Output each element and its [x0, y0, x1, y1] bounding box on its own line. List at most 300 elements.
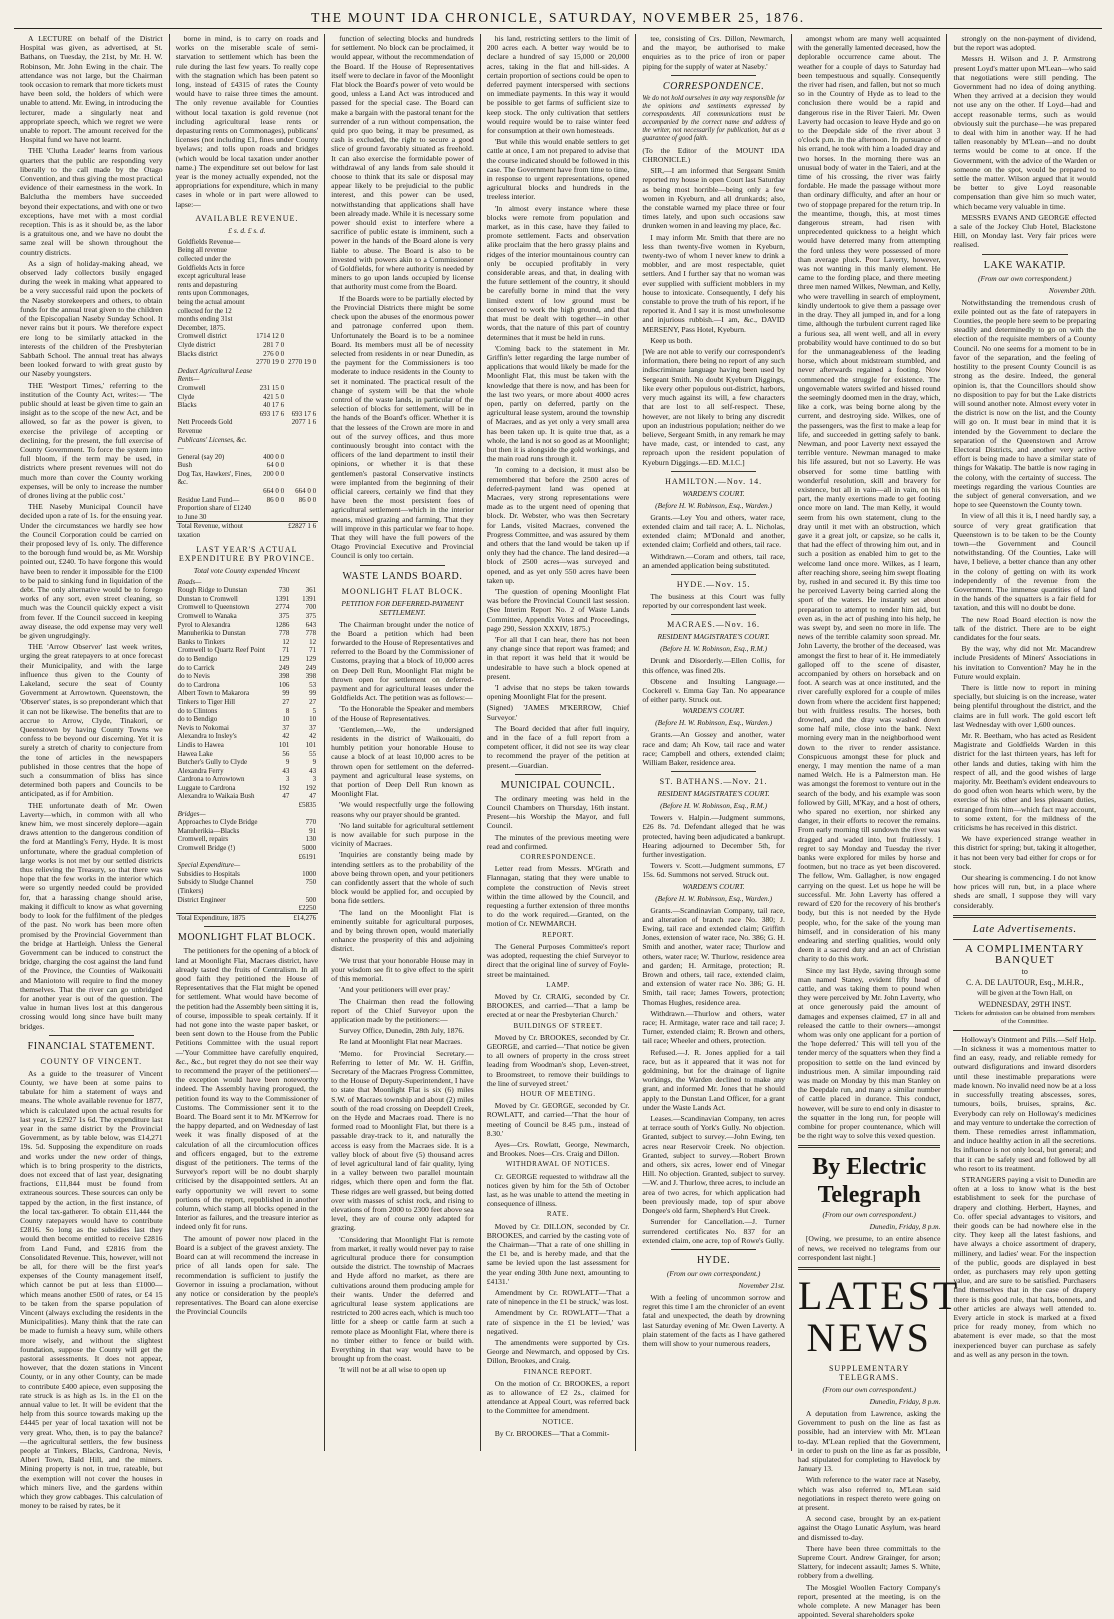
paragraph: 'In almost every instance where these blocks were remote from population and market, as in this case, have they failed to promote settlement. Facts and observation alike proclaim that the hero grassy plains and ridges of the interior mountainous country can only be occupied profitably in very considerable areas, and that, in dealing with the future settlement of the country, it should be carefully borne in mind that the very limited extent of low ground must be conserved to work the high ground, and that that must be dealt with together—in other words, that the nature of this part of country determines that it must be held in runs.	[486, 203, 630, 342]
table-row	[176, 646, 319, 655]
table-cell: Manuherikia to Dunstan	[177, 629, 246, 638]
paragraph: The Mosgiel Woollen Factory Company's report, presented at the meeting, is on the whole complete. A new Manager has been appointed. Several shareholders spoke	[797, 1582, 941, 1619]
divider	[671, 1249, 757, 1250]
table-cell	[286, 332, 318, 341]
table-cell: Alexandra to Insley's	[177, 732, 237, 741]
latest-news-date: Dunedin, Friday, 8 p.m.	[869, 1396, 941, 1406]
table-row	[176, 835, 319, 844]
table-row	[176, 698, 319, 707]
table-cell: 3	[285, 775, 290, 784]
banquet-place: will be given at the Town Hall, on	[977, 988, 1073, 997]
hyde-heading: HYDE.—Nov. 15.	[676, 579, 751, 589]
table-cell	[254, 522, 286, 540]
lake-wakatip-paragraphs	[953, 298, 1096, 910]
table-cell: 1286	[275, 620, 290, 629]
table-cell: Alexandra Ferry	[177, 766, 224, 775]
paragraph: Mr. R. Beetham, who has acted as Resident Magistrate and Goldfields Warden in this district for the last thirteen years, has left for other lands and duties, taking with him the respect of all, and the good wishes of large majority. Mr. Beetham's evident endeavours to do good often won hearts which were, by the exercise of his other and less pleasant duties, estranged from him—which fact may account, to some extent, for the mildness of the criticisms he has received in this district.	[953, 731, 1097, 833]
st-bathans-court: RESIDENT MAGISTRATE'S COURT.	[657, 789, 770, 799]
paragraph: As a sign of holiday-making ahead, we observed lady collectors busily engaged during the week in making what appeared to be a very successful raid upon the pockets of the Naseby storekeepers and others, to obtain funds for the annual treat given to the children of the Episcopalian Naseby Sunday School. It never rains but it pours. We therefore expect ere long to be similarly attacked in the interests of the children of the Presbyterian Sabbath School. The annual treat has always been looked forward to with great gusto by our Naseby youngsters.	[20, 258, 163, 379]
table-cell: Cromwell to Queenstown	[177, 603, 250, 612]
table-row	[176, 418, 319, 435]
table-cell: Rough Ridge to Dunstan	[177, 586, 247, 595]
table-cell: £6191	[298, 852, 317, 861]
waste-lands-paragraphs	[331, 620, 474, 1375]
table-row	[176, 767, 319, 776]
table-row	[176, 732, 319, 741]
table-cell: 375	[305, 612, 317, 621]
table-cell: Cardrona to Arrowtown	[177, 775, 245, 784]
table-row	[176, 784, 319, 793]
table-cell	[286, 350, 318, 359]
paragraph: Towers v. Scott.—Judgment summons, £7 15s. 6d. Summons not served. Struck out.	[642, 861, 785, 880]
table-cell: do to Carrick	[177, 663, 215, 672]
table-row	[176, 470, 319, 487]
column-2	[170, 34, 326, 1451]
table-cell: 398	[305, 672, 317, 681]
paragraph: Since my last Hyde, saving through some man named Staney, evident fifty head of cattle, and was taking them to pound when they were perceived by Mr. John Laverty, who at once generously paid the amount of damages and expenses claimed, £7 in all and released the cattle to their owners—amongst whom was only one applicant for a portion of the 'hope deferred.' This will tell you of the tender mercy of the squatters when they find a proposition to settle on the land evinced by industrious men. A similar impounding raid was made on Monday by this man Stanley on the Deepdale run, and many a similar number of cattle placed in durance. This conduct, however, will be sure to end only in disaster to the squatter in the long run, for people will combine for proper countenance, which will be the right way to solve this vexed question.	[797, 965, 941, 1141]
table-row	[176, 595, 319, 604]
table-cell: 91	[309, 826, 317, 835]
paragraph: The Board decided that after full inquiry, and in the face of a full report from a competent officer, it did not see its way clear to recommend the prayer of the petition at present.—Guardian.	[486, 723, 630, 770]
paragraph: Moved by Cr. DILLON, seconded by Cr. BROOKES, and carried by the casting vote of the Chairman—'That a rate of one shilling in the £1 be, and is hereby made, and that the same be levied upon the last assessment for the year ending 30th June next, amounting to £4131.'	[486, 1221, 630, 1286]
lake-wakatip-heading: LAKE WAKATIP.	[983, 259, 1066, 271]
columns-container	[14, 34, 1102, 1619]
paragraph: THE Naseby Municipal Council have decided upon a rate of 1s. for the ensuing year. Under the circumstances we hardly see how the Council Corporation could be carried on their proposed levy of 1s. only. The difference to the borough fund would be, as Mr. Worship pointed out, £240. To have forgone this would have been to render it impossible for the £100 to be paid to sinking fund in liquidation of the debt. The only alternative would be to forego works of any sort, even street cleaning, so much was the Council quickly expect a visit from fever. If the Council succeed in keeping away disease, the odd expense may very well be given ungrudgingly.	[20, 502, 163, 640]
table-cell: Deduct Agricultural Lease Rents—	[177, 366, 253, 384]
municipal-council-heading: MUNICIPAL COUNCIL.	[500, 779, 616, 791]
table-cell	[254, 238, 286, 333]
table-cell: 281 7 0	[263, 340, 285, 349]
table-cell: 27	[309, 697, 317, 706]
banquet-guest: C. A. DE LAUTOUR, Esq., M.H.R.,	[965, 977, 1084, 987]
table-cell: 778	[305, 629, 317, 638]
table-cell: 56	[282, 749, 290, 758]
paragraph: Cr. GEORGE requested to withdraw all the notices given by him for the 5th of October last, as he was unable to attend the meeting in consequence of illness.	[486, 1171, 630, 1209]
table-row	[176, 689, 319, 698]
paragraph: Withdrawn.—Coram and others, tail race, an amended application being substituted.	[642, 551, 785, 570]
hamilton-court: WARDEN'S COURT.	[682, 488, 745, 498]
table-row	[176, 487, 319, 496]
table-row	[176, 870, 319, 879]
table-cell	[286, 453, 318, 462]
paragraph: MESSRS EVANS AND GEORGE effected a sale of the Jockey Club Hotel, Blackstone Hill, on Monday last. Very fair prices were realised.	[953, 212, 1097, 250]
table-cell	[273, 878, 291, 895]
table-cell: 101	[305, 740, 317, 749]
table-cell: 37	[282, 723, 290, 732]
table-cell: 398	[278, 672, 290, 681]
table-cell: Clyde district	[177, 340, 216, 349]
paragraph: FINANCE REPORT.	[523, 1367, 593, 1376]
table-cell: £2250	[298, 904, 317, 913]
table-row	[176, 436, 319, 453]
table-cell: 71	[309, 646, 317, 655]
table-row	[176, 801, 319, 810]
table-cell: 43	[282, 766, 290, 775]
table-row	[176, 818, 319, 827]
table-cell: 64 0 0	[266, 461, 285, 470]
paragraph: Messrs H. Wilson and J. P. Armstrong present Loyd's matter upon M'Lean—who said that negotiations were still pending. The Government had no idea of doing anything. When they arrived at a decision they would not use any on the other. If Loyd—had and accept reasonable terms, such as would obviously suit the purchase—he was prepared to deal with him in another way. If he had tallen reasonably by M'Lean—and no doubt terms would be come to at once. If the Government, with the advice of the Warden or someone on the spot, would be prepared to settle the matter. Wilson argued that it would be better to give Loyd reasonable compensation than give him so much water, which became very valuable in time.	[953, 54, 1097, 211]
paragraph: BUILDINGS OF STREET.	[513, 1021, 603, 1030]
table-cell: 86 0 0	[298, 495, 317, 504]
table-cell: Butcher's Gully to Clyde	[177, 758, 248, 767]
table-row	[176, 410, 319, 419]
table-cell	[273, 904, 291, 913]
table-cell: 37	[309, 723, 317, 732]
table-row	[176, 358, 319, 367]
divider	[671, 614, 757, 615]
table-cell: Roads—	[177, 577, 202, 586]
correspondence-paragraphs	[642, 146, 785, 467]
table-cell: Blacks district	[177, 349, 218, 358]
table-row	[176, 496, 319, 522]
paragraph: The amendments were supported by Crs. George and Newmarch, and opposed by Crs. Dillon, Brookes, and Craig.	[486, 1338, 630, 1366]
table-cell	[286, 401, 318, 410]
table-cell: 71	[282, 646, 290, 655]
table-cell	[176, 410, 255, 419]
financial-statement-heading: FINANCIAL STATEMENT.	[27, 1040, 155, 1052]
table-cell	[286, 341, 318, 350]
table-cell	[273, 853, 291, 862]
table-cell: 10	[282, 715, 290, 724]
paragraph: Survey Office, Dunedin, 28th July, 1876.	[339, 1026, 465, 1036]
macraes-wardens-paragraphs	[642, 730, 785, 767]
table-cell: 1391	[275, 594, 290, 603]
table-cell: Special Expenditure—	[177, 861, 241, 870]
macraes-court-before: (Before H. W. Robinson, Esq., R.M.)	[660, 644, 768, 654]
table-cell: 400 0 0	[263, 452, 285, 461]
table-cell: Cromwell to Wanaka	[177, 612, 237, 621]
table-cell: 3	[312, 775, 317, 784]
expenditure-heading: LAST YEAR'S ACTUAL EXPENDITURE BY PROVINCE.	[178, 544, 315, 563]
table-cell: 231 15 0	[259, 383, 285, 392]
col4-paragraphs	[487, 34, 630, 770]
waste-lands-subheading-2: PETITION FOR DEFERRED-PAYMENT SETTLEMENT.	[341, 598, 464, 617]
paragraph: REPORT.	[542, 930, 574, 939]
moonlight-flat-heading: MOONLIGHT FLAT BLOCK.	[177, 932, 316, 944]
table-cell: Lindis to Hawea	[177, 740, 224, 749]
table-cell: Manuherikia—Blacks	[177, 826, 240, 835]
late-advertisements-heading: Late Advertisements.	[972, 922, 1077, 935]
supplementary-telegrams-heading: SUPPLEMENTARY TELEGRAMS.	[828, 1363, 910, 1382]
paragraph: Leases.—Scandinavian Company, ten acres at terrace south of York's Gully. No objection. Granted, subject to survey.—John Ewing, ten acres near Reservoir Creek. No objection. Granted, subject to survey.—Robert Brown and others, six acres, lower end of Vinegar Hill. No objection. Granted, subject to survey.—W. and J. Thurlow, three acres, to include an area of two acres, for which application had been previously made, top of spur above Dongee's old farm, Shepherd's Hut Creek.	[642, 1114, 785, 1216]
table-cell: 99	[309, 689, 317, 698]
table-row	[176, 844, 319, 853]
table-cell: £2827 1 6	[286, 522, 318, 540]
paragraph: WITHDRAWAL OF NOTICES.	[505, 1160, 611, 1169]
table-cell: 5	[312, 706, 317, 715]
paragraph: 'Inquiries are constantly being made by intending settlers as to the probability of the above being thrown open, and your petitioners can confidently assert that the whole of such block would be applied for, and occupied by bona fide settlers.	[331, 850, 474, 906]
table-cell: do to Bendigo	[177, 715, 218, 724]
table-cell	[286, 367, 318, 384]
st-bathans-wardens-court: WARDEN'S COURT.	[682, 881, 745, 891]
hyde-2-correspondent: (From our own correspondent.)	[666, 1268, 761, 1278]
table-row	[176, 904, 319, 913]
table-cell: 770	[305, 818, 317, 827]
table-cell: £5835	[298, 801, 317, 810]
table-cell: Alexandra to Waikaia Bush	[177, 792, 255, 801]
paragraph: The minutes of the previous meeting were read and confirmed.	[486, 832, 630, 851]
table-cell	[273, 861, 291, 870]
paragraph: With reference to the water race at Naseby, which was also referred to, M'Lean said negotiations in respect thereto were going on at present.	[797, 1475, 941, 1513]
st-bathans-wardens-before: (Before H. W. Robinson, Esq., Warden.)	[655, 893, 773, 903]
paragraph: The business at this Court was fully reported by our correspondent last week.	[642, 591, 785, 611]
paragraph: Amendment by Cr. ROWLATT—'That a rate of ninepence in the £1 be struck,' was lost.	[486, 1288, 630, 1307]
col5-paragraphs	[642, 34, 785, 71]
paragraph: THE unfortunate death of Mr. Owen Laverty—which, in common with all who knew him, we most sincerely deplore—again draws attention to the dangerous condition of the ford at Mantling's Ferry, Hyde. It is most unfortunate, where the gradual completion of large works is not met by our settled districts thus relieving the Treasury, so that there was hope that the few works in the interior which were so urgently needed could be provided for, that a harassing change should arise, making it difficult to know as what governing body to look for the fulfilment of the pledges of the past. No work has been more often promised by the Provincial Government than the bridge at Hartleigh. Unless the General Government can be induced to construct the bridge, charging the cost against the land fund of the Province, the Counties of Waikouaiti and Maniototo will require to find the money themselves. That the river can go unbridged for another year is out of the question. The value in human lives lost at this dangerous crossing would long since have built many bridges.	[20, 800, 163, 1031]
table-cell	[286, 470, 318, 487]
table-cell	[286, 436, 318, 453]
revenue-column-headers: £ s. d. £ s. d.	[228, 225, 266, 235]
table-cell: 86 0 0	[266, 495, 285, 504]
table-row	[176, 664, 319, 673]
paragraph: THE 'Clutha Leader' learns from various quarters that the public are responding very liberally to the call made by the Otago Convention, and thus giving the most practical evidence of their earnestness in the work. In Balclutha the members have succeeded beyond their expectations, and with one or two exceptions, have met with a most cordial reception. This is as it should be, as the labor is a gratuitous one, and we have no doubt the same zeal will be shown throughout the country districts.	[20, 146, 163, 257]
table-cell: 664 0 0	[263, 487, 285, 496]
latest-news-correspondent: (From our own correspondent.)	[822, 1384, 916, 1394]
paragraph: The Chairman then read the following report of the Chief Surveyor upon the application made by the petitioners:—	[331, 996, 474, 1024]
paragraph: A deputation from Lawrence, asking the Government to push on the line as fast as possible, had an interview with Mr. M'Lean to-day. M'Lean replied that the Government, in order to push on the line as far as possible, had stipulated for completing to Havelock by January 13.	[797, 1408, 941, 1474]
paragraph: 'We trust that your honorable House may in your wisdom see fit to give effect to the spirit of this memorial.	[331, 955, 474, 984]
table-cell: Pyrol to Alexandra	[177, 620, 231, 629]
paragraph: Moved by Cr. BROOKES, seconded by Cr. GEORGE, and carried—'That notice be given to all owners of property in the cross street leading from Woodman's shop, Leven-street, to Broomstreet, to remove their buildings to the line of surveyed street.'	[486, 1032, 630, 1088]
st-bathans-paragraphs	[642, 813, 785, 879]
column-4	[481, 34, 637, 1451]
table-cell	[176, 904, 274, 913]
table-cell: 192	[278, 783, 290, 792]
table-cell	[254, 436, 286, 453]
double-rule	[798, 1267, 941, 1270]
table-row	[176, 896, 319, 905]
paragraph: Refused.—J. R. Jones applied for a tail race, but as it appeared that it was not for goldmining, but for the drainage of lignite workings, the Warden declined to make any grant, and informed Mr. Jones that he should apply to the Dunstan Land Officer, for a grant under the Waste Lands Act.	[642, 1047, 785, 1112]
table-cell: 500	[305, 895, 317, 904]
table-cell: Subsidies to Hospitals	[177, 869, 240, 878]
table-cell: 42	[282, 732, 290, 741]
banquet-tickets-note: Tickets for admission can be obtained from members of the Committee.	[954, 1009, 1095, 1025]
table-row	[176, 621, 319, 630]
table-cell	[291, 578, 318, 587]
divider	[360, 565, 446, 566]
paragraph: STRANGERS paying a visit to Dunedin are often at a loss to know what is the best establishment to seek for the purchase of drapery and clothing. Herbert, Haynes, and Co. offer special advantages to visitors, and their goods can be had nowhere else in the city. They keep all the latest fashions, and have always a choice assortment of drapery, millinery, and ladies' wear. For the inspection of the public, goods are displayed in best order, as purchasers may rely upon getting value, and are sure to be satisfied. Purchasers find themselves that in the case of drapery there is this good rule, that hats, bonnets, and other articles are always well attended to. Every article in stock is marked at a fixed price for ready money, from which no abatement is ever made, so that the most inexperienced buyer can purchase as safely and as well as any person in the town.	[953, 1174, 1097, 1359]
paragraph: Drunk and Disorderly.—Ellen Collis, for this offence, was fined 20s.	[642, 656, 785, 675]
table-cell: Clyde	[177, 392, 195, 401]
column-6	[792, 34, 961, 1619]
table-cell	[291, 861, 318, 870]
paragraph: SIR,—I am informed that Sergeant Smith reported my house in open Court last Saturday as being most horrible—being only a few women in Kyeburn, and all drunkards; also, the constable warned my place three or four times lately, and upon such occasions saw drunken women in and leaving my place, &c.	[642, 166, 785, 231]
paragraph: 'We would respectfully urge the following reasons why our prayer should be granted.	[331, 800, 474, 819]
table-cell	[176, 358, 255, 367]
paragraph: By Cr. BROOKES—'That a Commit-	[494, 1428, 610, 1438]
paragraph: We have experienced strange weather in this district for spring; but, taking it altogether, it has not been very bad either for crops or for stock.	[953, 834, 1097, 871]
divider	[953, 1030, 1096, 1031]
paragraph: 'The land on the Moonlight Flat is eminently suitable for agricultural purposes, and by being thrown open, would materially enhance the prosperity of this and adjoining district.	[331, 907, 474, 954]
column-5	[636, 34, 792, 1451]
paragraph: A LECTURE on behalf of the District Hospital was given, as advertised, at St. Bathans, on Tuesday, the 21st, by Mr. H. W. Robinson, Mr. John Ewing in the chair. The attendance was not large, but the Chairman took occasion to remark that more tickets must have been sold, the holders of which were unable to attend. Mr. Ewing, in introducing the lecturer, made a singularly neat and appropriate speech, which we regret we were unable to report. The amount received for the Hospital fund we have not learnt.	[20, 34, 163, 145]
col2-paragraphs	[176, 34, 319, 209]
paragraph: Obscene and Insulting Language.—Cockerell v. Emma Gay Tan. No appearance of either party. Struck out.	[642, 676, 785, 705]
paragraph: The petitioners for the opening of a block of land at Moonlight Flat, Macraes district, have already tasted the fruits of Centralism. In all good faith they petitioned the House of Representatives that the Flat might be opened for settlement. What would have become of the petition had the Assembly been sitting it is, of course, impossible to speak certainly. If it had not gone into the waste paper basket, or been sent down to the House from the Public Petitions Committee with the usual report—'Your Committee have carefully enquired, &c., &c., but regret they do not see their way to recommend the prayer of the petitioners'—the exception would have been noteworthy indeed. The Assembly having prorogued, the petition found its way to the Commissioner of Customs. The Commissioner sent it to the Board. The Board sent it to Mr. M'Kerrow for the happy departed, and on Wednesday of last week it was finally disposed of at the calculation of all the circumlocution offices and officers engaged, but to the extreme disgust of the petitioners. The terms of the Surveyor's report will be no doubt sharply criticised by the disappointed settlers. At an early opportunity we will revert to some portions of the report, republished in another column, which stamp all blocks opened in the Interior as failures, and the treasure interior as indeed only fit for runs.	[175, 946, 319, 1232]
table-cell	[273, 844, 291, 853]
table-row	[176, 758, 319, 767]
paragraph: 'Memo. for Provincial Secretary.—Referring to letter of Mr. W. H. Griffin, Secretary of the Macraes Progress Committee, to the House of Deputy-Superintendent, I have to state that Moonlight Flat is six (6) miles S.W. of Macraes township and about (2) miles south of the road crossing on Deepdell Creek, on the Hyde and Macraes road. There is no formed road to Moonlight Flat, but there is a passable dray-track to it, and naturally the access is easy from the Macraes side. It is a valley block of about five (5) thousand acres of level agricultural land of fair quality, lying in a valley between two parallel mountain ridges, which there open and form the flat. These ridges are well grassed, but being dotted over with masses of schist rock, and rising to elevations of from 2000 to 2300 feet above sea level, they are of course only adapted for grazing.	[331, 1048, 474, 1233]
paragraph: A second case, brought by an ex-patient against the Otago Lunatic Asylum, was heard and dismissed to-day.	[797, 1514, 941, 1542]
paragraph: 'Coming back to the statement in Mr. Griffin's letter regarding the large number of applications that would likely be made for the Moonlight Flat, this must be taken with the knowledge that there is now, and has been for the last two years, or more about 4000 acres open, partly on deferred, partly on the agricultural lease system, around the township of Macraes, and as yet only a very small area has been taken up. It is quite true that, as a whole, the land is not so good as at Moonlight; but then it is alongside the gold workings, and the main road runs through it.	[486, 343, 630, 464]
banquet-title: A COMPLIMENTARY BANQUET	[964, 942, 1085, 966]
st-bathans-heading: ST. BATHANS.—Nov. 21.	[659, 777, 768, 787]
hamilton-court-before: (Before H. W. Robinson, Esq., Warden.)	[655, 500, 773, 510]
table-row	[176, 341, 319, 350]
hyde-2-date: November 21st.	[738, 1280, 785, 1290]
table-cell: 130	[305, 835, 317, 844]
table-cell: Luggate to Cardrona	[177, 783, 236, 792]
paragraph: Withdrawn.—Thurlow and others, water race; H. Armitage, water race and tail race; J. Turner, extended claim; R. Brown and others, tail race; Wheeler and others, protection.	[642, 1008, 785, 1046]
paragraph: Re land at Moonlight Flat near Macraes.	[339, 1037, 463, 1047]
table-cell: 47	[282, 792, 290, 801]
paragraph: 'No land suitable for agricultural settlement is now available for such purpose in the vicinity of Macraes.	[331, 820, 474, 849]
paragraph: Grants.—Scandinavian Company, tail race, and alteration of branch race No. 380; J. Ewing, tail race and extended claim; Griffith Jones, extension of water race, No. 386; G. H. Smith and another, water race; Thurlow and others, water race; W. Thurlow, residence area and garden; H. Armitage, protection; R. Brown and others, tail race, extended claim, and extension of water race No. 386; G. H. Smith, tail race; James Towers, protection; Thomas Hughes, residence area.	[642, 905, 785, 1007]
table-row	[176, 775, 319, 784]
table-row	[176, 401, 319, 410]
table-cell: 693 17 6	[259, 409, 285, 418]
table-cell: Nett Proceeds Gold Revenue	[177, 418, 233, 435]
table-row	[176, 393, 319, 402]
paragraph: 'I advise that no steps be taken towards opening Moonlight Flat for the present.	[486, 683, 630, 702]
table-cell: Approaches to Clyde Bridge	[177, 818, 258, 827]
municipal-council-paragraphs	[487, 794, 630, 1438]
paragraph: Keep us both.	[650, 335, 693, 345]
table-cell	[273, 818, 291, 827]
column-3	[325, 34, 481, 1451]
table-row	[176, 792, 319, 801]
table-cell	[176, 487, 255, 496]
correspondence-heading: CORRESPONDENCE.	[662, 80, 765, 92]
paragraph: tee, consisting of Crs. Dillon, Newmarch, and the mayor, be authorised to make enquiries as to the price of iron or paper piping for the supply of water at Naseby.'	[642, 34, 785, 71]
table-cell: Total Revenue, without taxation	[176, 522, 255, 540]
col3-paragraphs	[331, 34, 474, 561]
paragraph: On the motion of Cr. BROOKES, a report as to allowance of £2 2s., claimed for attendance at Appeal Court, was referred back to the Committee for amendment.	[486, 1378, 630, 1416]
table-cell: 421 5 0	[263, 392, 285, 401]
paragraph: Moved by Cr. GEORGE, seconded by Cr. ROWLATT, and carried—'That the hour of meeting of Council be 8.45 p.m., instead of 8.30.'	[486, 1101, 630, 1138]
paragraph: The amount of power now placed in the Board is a subject of the gravest anxiety. The Board can at will recommend the increase in price of all lands open for sale. The recommendation is sufficient to justify the Governor in issuing a proclamation, without any notice or consideration by the people's representatives. The Board can alone exercise the Provincial Councils	[175, 1233, 319, 1317]
paragraph: 'The question of opening Moonlight Flat was before the Provincial Council last session. (See Interim Report No. 2 of Waste Lands Committee, Appendix Votes and Proceedings, page 290, Session XXXIV, 1875.)	[486, 586, 630, 633]
paragraph: Moved by Cr. CRAIG, seconded by Cr. BROOKES, and carried—'That a lamp be erected at or near the Presbyterian Church.'	[486, 991, 630, 1020]
table-row	[176, 603, 319, 612]
latest-news-title: LATEST NEWS	[797, 1272, 961, 1360]
table-cell: 99	[282, 689, 290, 698]
table-cell	[286, 238, 318, 333]
table-cell	[286, 384, 318, 393]
table-cell: Cromwell to Quartz Reef Point	[177, 646, 266, 655]
paragraph: By the way, why did not Mr. Macandrew include Presidents of Miners' Associations in his invitation to Convention? May he in the Future would explain.	[953, 644, 1097, 681]
table-row	[176, 741, 319, 750]
latest-news-paragraphs	[798, 1409, 941, 1619]
electric-telegraph-note: [Owing, we presume, to an entire absence of news, we received no telegrams from our correspondent last night.]	[797, 1234, 941, 1262]
table-cell: 1000	[302, 869, 317, 878]
advertisement-paragraphs	[953, 1035, 1096, 1359]
expenditure-table	[176, 578, 319, 923]
table-cell: Banks to Tinkers	[177, 637, 226, 646]
banquet-to: to	[1021, 966, 1028, 976]
paragraph: Letter read from Messrs. M'Grath and Flannagan, stating that they were unable to complete the construction of Nevis street within the time allowed by the Council, and requesting a further extension of three months to do the work required.—Granted, on the motion of Cr. NEWMARCH.	[486, 864, 630, 929]
table-cell	[286, 393, 318, 402]
table-cell: Nevis to Nokomai	[177, 723, 229, 732]
divider	[204, 926, 290, 927]
table-cell: 2774	[275, 603, 290, 612]
column-1	[14, 34, 170, 1511]
table-cell: Subsidy to Sludge Channel (Tinkers)	[177, 878, 254, 896]
table-cell: Cromwell, repairs	[177, 835, 229, 844]
banquet-date: WEDNESDAY, 29TH INST.	[978, 999, 1072, 1009]
financial-statement-paragraphs	[20, 1069, 163, 1511]
paragraph: There have been three committals to the Supreme Court. Andrew Grainger, for arson; Slattery, for indecent assault; James S. White, robbery from a dwelling.	[797, 1543, 941, 1581]
table-cell: Hawea Lake	[177, 749, 213, 758]
divider	[49, 1035, 135, 1036]
divider	[671, 574, 757, 575]
double-rule	[798, 1145, 941, 1148]
paragraph: HOUR OF MEETING.	[520, 1089, 596, 1098]
paragraph: Notwithstanding the tremendous crush of exile pointed out as the fate of ratepayers in Counties, the people here seem to be preparing steadily and determinedly to go on with the election of the requisite members of a County Council. No one seems for a moment to be in favor of the separation, and the feeling of hostility to the present County Council is as strong as the desire. Indeed, the general opinion is, that the Councillors should show no disposition to pay for but the Lake districts will sound another note. Almost every voter in the district is now on the list, and the County will go on. It must bear in mind that it is intended by the Government to declare the separation of the Queenstown and Arrow Electoral Districts, and another very active effort is being made to have a similar state of things for Wakatip. The battle is now raging in the colony, with the certainty of success. The meetings regarding the various Counties are the subject of general conversation, and we hope to see Queenstown the County town.	[953, 297, 1097, 510]
table-row	[176, 350, 319, 359]
table-cell: Total Expenditure, 1875	[176, 913, 274, 922]
paragraph: function of selecting blocks and hundreds for settlement. No block can be proclaimed, it would appear, without the recommendation of the Board. If the House of Representatives itself were to declare in favor of the Moonlight Flat block the Board's power of veto would be good, unless a Land Act was introduced and passed for the special case. The Board can make a bargain with the pastoral tenant for the surrender of a run without compensation, the quid pro quo being, it may be presumed, as cash is excluded, the right to secure a good slice of ground favorably situated as freehold. It can also exercise the formidable power of withdrawal of any lands from sale should it choose to think that its sale or disposal may appear likely to be prejudicial to the public interest, and this power can be used, notwithstanding that applications shall have been already made. While it is necessary some power should exist to interfere where a sacrifice of public estate is imminent, such a power in the hands of the Board alone is very liable to abuse. The Board is also to be invested with powers akin to a Commissioner of Goldfields, for where authority is needed by miners to go upon lands occupied by license that authority must come from the Board.	[331, 34, 474, 292]
macraes-wardens-court: WARDEN'S COURT.	[682, 706, 745, 716]
paragraph: There is little now to report in mining specially, but sluicing is on the increase, water being plentiful throughout the district, and the claims are in full work. The gold escort left last Wednesday with over 1,600 ounces.	[953, 683, 1097, 729]
paragraph: Ayes—Crs. Rowlatt, George, Newmarch, and Brookes. Noes—Crs. Craig and Dillon.	[486, 1139, 630, 1159]
paragraph: 'In coming to a decision, it must also be remembered that before the 2500 acres of deferred-payment land was opened at Macraes, very strong representations were made as to the urgent need of opening that block. Dr. Webster, who was then Secretary for Lands, visited Macraes, convened the Progress Committee, and was assured by them and others that the land would be taken up if only they had the chance. The land desired—a block of 2500 acres—was surveyed and opened, and as yet only 550 acres have been taken up.	[486, 465, 630, 585]
table-cell: 2077 1 6	[291, 418, 317, 427]
table-row	[176, 461, 319, 470]
paragraph: his land, restricting settlers to the limit of 200 acres each. A better way would be to declare a hundred of say 15,000 or 20,000 acres, taking in the flat and hill-sides. A certain proportion of sections could be open to deferred payment interspersed with sections on immediate payments. In this way it would be possible to get farms of sufficient size to keep stock. The only cultivation that settlers would require would be to raise winter feed for consumption at their own homesteads.	[486, 34, 630, 136]
paragraph: Towers v. Halpin.—Judgment summons, £26 8s. 7d. Defendant alleged that he was protected, having been adjudicated a bankrupt. Hearing adjourned to December 5th, for further investigation.	[642, 813, 785, 859]
table-row	[176, 724, 319, 733]
table-row	[176, 750, 319, 759]
hyde-2-heading: HYDE.	[696, 1254, 731, 1266]
banquet-advertisement	[953, 944, 1096, 1026]
paragraph: (To the Editor of the MOUNT IDA CHRONICLE.)	[642, 145, 785, 165]
table-cell	[286, 461, 318, 470]
paragraph: 'But while this would enable settlers to get cattle at once, I am not prepared to advise that the course indicated should be followed in this case. The Government have from time to time, in response to urgent representations, opened agricultural blocks and hundreds in the treeless interior.	[486, 137, 630, 202]
table-cell: 129	[305, 654, 317, 663]
hamilton-heading: HAMILTON.—Nov. 14.	[665, 476, 763, 486]
paragraph: In view of all this it is, I need hardly say, a source of very great gratification that Queenstown is to be taken to be the County town—the Government and Council notwithstanding. Of the Counties, Lake will have, I believe, a better chance than any other in the colony of getting on with its work independently of the revenue from the Government. The immense quantities of land in the hands of the squatters is a fair field for taxation, and this will no doubt be done.	[953, 511, 1097, 613]
table-cell: Publicans' Licenses, &c.—	[177, 435, 247, 453]
lake-wakatip-date: November 20th.	[1048, 285, 1097, 295]
table-cell	[273, 810, 291, 819]
table-cell: 27	[282, 697, 290, 706]
table-cell: 1391	[302, 594, 317, 603]
st-bathans-court-before: (Before H. W. Robinson, Esq., R.M.)	[660, 801, 768, 811]
table-cell: 643	[305, 620, 317, 629]
table-cell: 9	[312, 758, 317, 767]
paragraph: The new Road Board election is now the talk of the district. There are to be eight candidates for the four seats.	[953, 614, 1097, 642]
paragraph: THE 'Westport Times,' referring to the institution of the County Act, writes:— 'The public should at least be given time to gain an insight as to the scope of the new Act, and be allowed, so far as the power is given, to exercise the privilege of accepting or declining, for the present, the full exercise of County Government. To force the system into full bloom, if the term may be used, in districts where present revenues will not do much more than cover the County working expenses, will be only to increase the number of drones living at the public cost.'	[20, 380, 163, 500]
divider	[671, 75, 757, 76]
hamilton-paragraphs	[642, 513, 785, 570]
table-row	[176, 612, 319, 621]
table-cell: Tinkers to Tiger Hill	[177, 697, 236, 706]
paragraph: CORRESPONDENCE.	[520, 853, 596, 862]
table-cell: Dunstan to Cromwell	[177, 594, 238, 603]
table-row	[176, 638, 319, 647]
table-cell: 700	[305, 603, 317, 612]
macraes-paragraphs	[642, 656, 785, 704]
table-cell	[273, 835, 291, 844]
table-cell: 276 0 0	[263, 349, 285, 358]
table-cell: 1714 12 0	[256, 332, 285, 341]
paragraph: borne in mind, is to carry on roads and works on the miserable scale of semi-starvation to settlement which has been the rule during the last few years. To really cope with the stagnation which has been patent so long, instead of £4315 of rates the County would have to raise three times the amount. The only revenue available for Counties without local taxation is gold revenue (not including agricultural lease rents or depasturing rents on Commonages), publicans' licenses (not including £1, fines under County byelaws; and tolls upon roads and bridges (which would be local taxation under another name.) The expenditure set out below for last year is the money actually expended, not the appropriations for expenditure, which in many cases in whole or in part were allowed to lapse:—	[175, 34, 319, 209]
moonlight-flat-paragraphs	[176, 946, 319, 1316]
paragraph: strongly on the non-payment of dividend, but the report was adopted.	[953, 34, 1097, 53]
paragraph: The Chairman brought under the notice of the Board a petition which had been forwarded to the House of Representatives and referred to the Board by the Commissioner of Customs, praying that a block of 10,000 acres on Deep Dell Run, Moonlight Flat might be thrown open for settlement on deferred-payment and for agricultural leases under the Goldfields Act. The petition was as follows:—	[331, 619, 474, 703]
col6-paragraphs	[798, 34, 941, 1140]
